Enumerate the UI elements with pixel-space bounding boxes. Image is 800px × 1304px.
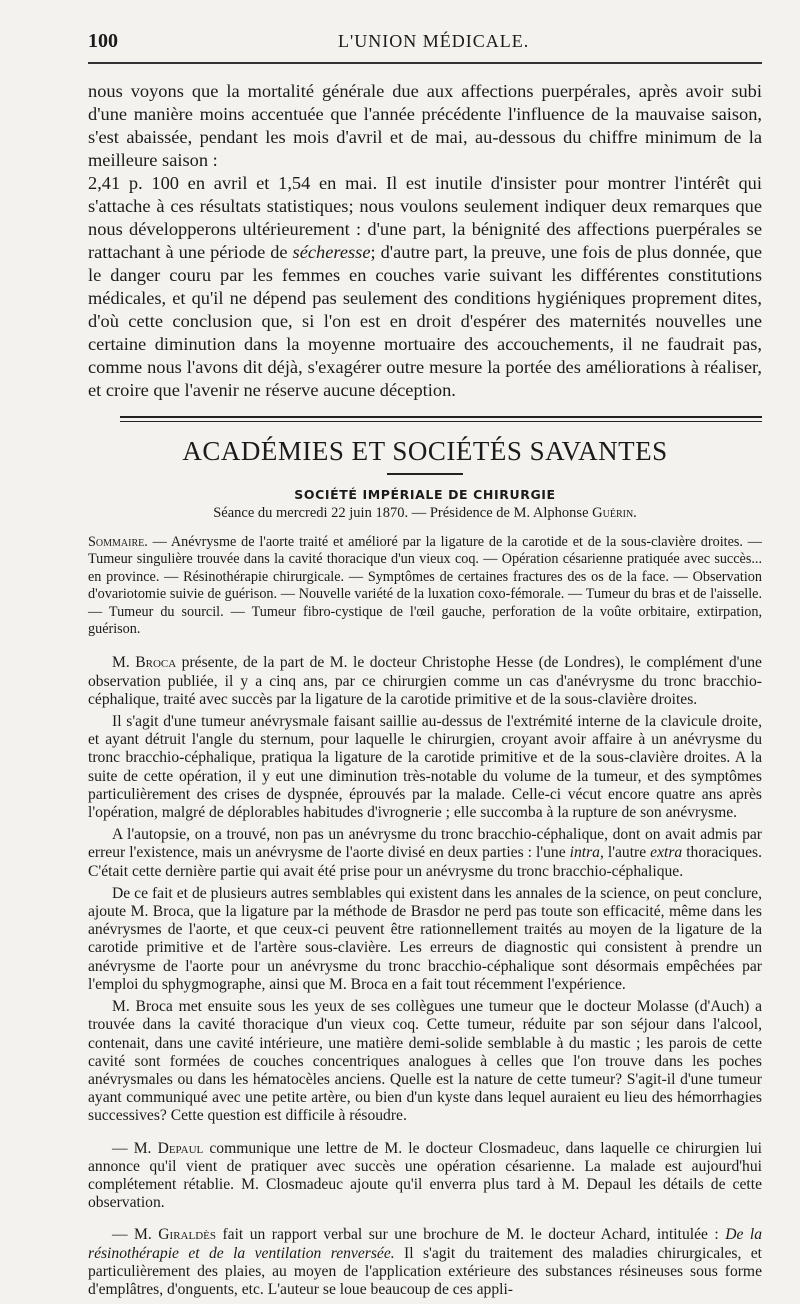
society-name: SOCIÉTÉ IMPÉRIALE DE CHIRURGIE	[294, 487, 556, 502]
speaker-name: Broca	[135, 654, 177, 672]
intro-paragraph-1-text: nous voyons que la mortalité générale due aux affections puerpérales, après avoir subi d'une manière moins accentuée que l'année précédente l'influence de la mauvaise saison, s'est abaissée, pendant les mois d'avril et de mai, au-dessous du chiffre minimum de la meilleure saison :	[88, 81, 762, 170]
page-number: 100	[88, 30, 118, 52]
text: présente, de la part de M. le docteur Christophe Hesse (de Londres), le complément d'une observation publiée, il y a cinq ans, par ce chirurgien comme un cas d'anévrysme du tronc bracchio-céphalique, traité avec succès par la ligature de la carotide primitive et de la sous-clavière droites.	[88, 654, 762, 708]
text: — M.	[112, 1226, 159, 1244]
text: Il s'agit du traitement des maladies chirurgicales, et particulièrement des plaies, au moyen de l'application extérieure des substances résineuses sous forme d'emplâtres, d'onguents, etc. L'auteur se loue beaucoup de ces appli-	[88, 1244, 762, 1298]
title-rule	[387, 473, 463, 475]
speaker-name: Giraldès	[158, 1226, 217, 1244]
speaker-name: Depaul	[157, 1139, 204, 1157]
session-line	[88, 505, 762, 522]
text: A l'autopsie, on a trouvé, non pas un anévrysme du tronc bracchio-céphalique, dont on avait admis par erreur l'existence, mais un anévrysme de l'aorte divisé en deux parties : l'une	[88, 826, 762, 862]
text: , l'autre	[599, 844, 651, 862]
intro-paragraph-2-text-cont: ; d'autre part, la preuve, une fois de plus donnée, que le danger couru par les femmes en couches varie suivant les différentes constitutions médicales, et qu'il ne dépend pas seulement des conditions hygiéniques proprement dites, d'où cette conclusion que, si l'on est en droit d'espérer des maternités nouvelles une certaine diminution dans la moyenne mortuaire des accouchements, il ne faudrait pas, comme nous l'avons dit déjà, s'exagérer outre mesure la portée des améliorations à réaliser, et croire que l'avenir ne réserve aucune déception.	[88, 242, 763, 400]
president-name: Guérin	[592, 505, 634, 521]
text: thoraciques. C'était cette dernière partie qui avait été prise pour un anévrysme du tronc bracchio-céphalique.	[88, 844, 762, 880]
page-header	[88, 30, 762, 64]
text: fait un rapport verbal sur une brochure de M. le docteur Achard, intitulée :	[216, 1226, 726, 1244]
article-paragraph: De ce fait et de plusieurs autres semblables qui existent dans les annales de la science, on peut conclure, ajoute M. Broca, que la ligature par la méthode de Brasdor ne perd pas toute son efficacité, même dans les anévrysmes de l'aorte, et que ceux-ci peuvent être rationnellement traités au moyen de la ligature de la carotide primitive et de l'artère sous-clavière. Les erreurs de diagnostic qui consistent à prendre un anévrysme de l'aorte pour un anévrysme du tronc bracchio-céphalique sont désormais empêchées par l'emploi du sphygmographe, ainsi que M. Broca en a fait tout récemment l'expérience.	[88, 884, 762, 993]
article-paragraph: M. Broca met ensuite sous les yeux de ses collègues une tumeur que le docteur Molasse (d'Auch) a trouvée dans la cavité thoracique d'un vieux coq. Cette tumeur, réduite par son séjour dans l'alcool, contenait, dans une cavité intérieure, une matière demi-solide semblable à du mastic ; les parois de cette cavité sont formées de couches concentriques analogues à celles que l'on trouve dans les poches anévrysmales ou dans les hématocèles anciens. Quelle est la nature de cette tumeur? S'agit-il d'une tumeur ayant communiqué avec une petite artère, ou bien d'un kyste dans lequel auraient eu lieu des hémorrhagies successives? Cette question est difficile à résoudre.	[88, 998, 762, 1125]
article-body	[88, 654, 762, 1299]
intro-paragraph	[88, 172, 762, 402]
text: M.	[112, 654, 136, 672]
session-end: .	[633, 505, 637, 521]
emphasis: extra	[650, 844, 683, 862]
intro-text	[88, 80, 762, 402]
summary	[88, 534, 762, 638]
emphasis: intra	[569, 844, 600, 862]
summary-label: Sommaire	[88, 534, 145, 550]
intro-paragraph-2-text: 2,41 p. 100 en avril et 1,54 en mai. Il est inutile d'insister pour montrer l'intérêt qui s'attache à ces résultats statistiques; nous voulons seulement indiquer deux remarques que nous développerons ultérieurement : d'une part, la bénignité des affections puerpérales se rattachant à une période de	[88, 173, 762, 262]
emphasis: sécheresse	[292, 242, 371, 262]
article-paragraph	[88, 826, 762, 881]
session-text: Séance du mercredi 22 juin 1870. — Présidence de M. Alphonse	[213, 505, 593, 521]
text: — M.	[112, 1139, 158, 1157]
article-paragraph	[88, 1226, 762, 1299]
section-divider	[120, 416, 762, 422]
article-paragraph: Il s'agit d'une tumeur anévrysmale faisant saillie au-dessus de l'extrémité interne de la clavicule droite, et ayant détruit l'angle du sternum, pour laquelle le chirurgien, croyant avoir affaire à un anévrysme du tronc bracchio-céphalique, pratiqua la ligature de la carotide primitive et de la sous-clavière droites. A la suite de cette opération, il y eut une diminution très-notable du volume de la tumeur, et des symptômes particulièrement des crises de dyspnée, éprouvés par la malade. Celle-ci vécut encore quatre ans après l'opération, malgré de déplorables habitudes d'ivrognerie ; elle succomba à la rupture de son anévrysme.	[88, 713, 762, 822]
intro-paragraph	[88, 80, 762, 172]
section-title: ACADÉMIES ET SOCIÉTÉS SAVANTES	[182, 436, 668, 466]
article-paragraph	[88, 1140, 762, 1213]
summary-text: . — Anévrysme de l'aorte traité et amélioré par la ligature de la carotide et de la sous-clavière droites. — Tumeur singulière trouvée dans la cavité thoracique d'un vieux coq. — Opération césarienne pratiquée avec succès... en province. — Résinothérapie chirurgicale. — Symptômes de certaines fractures des os de la face. — Observation d'ovariotomie suivie de guérison. — Nouvelle variété de la luxation coxo-fémorale. — Tumeur du bras et de l'aisselle. — Tumeur du sourcil. — Tumeur fibro-cystique de l'œil gauche, perforation de la voûte orbitaire, extirpation, guérison.	[88, 534, 762, 638]
text: communique une lettre de M. le docteur Closmadeuc, dans laquelle ce chirurgien lui annonce qu'il vient de pratiquer avec succès une opération césarienne. La malade est aujourd'hui complétement rétablie. M. Closmadeuc ajoute qu'il enverra plus tard à M. Depaul les détails de cette observation.	[88, 1139, 763, 1212]
running-title: L'UNION MÉDICALE.	[338, 31, 530, 51]
book-title: De la résinothérapie et de la ventilation renversée.	[88, 1226, 762, 1262]
article-paragraph	[88, 654, 762, 709]
